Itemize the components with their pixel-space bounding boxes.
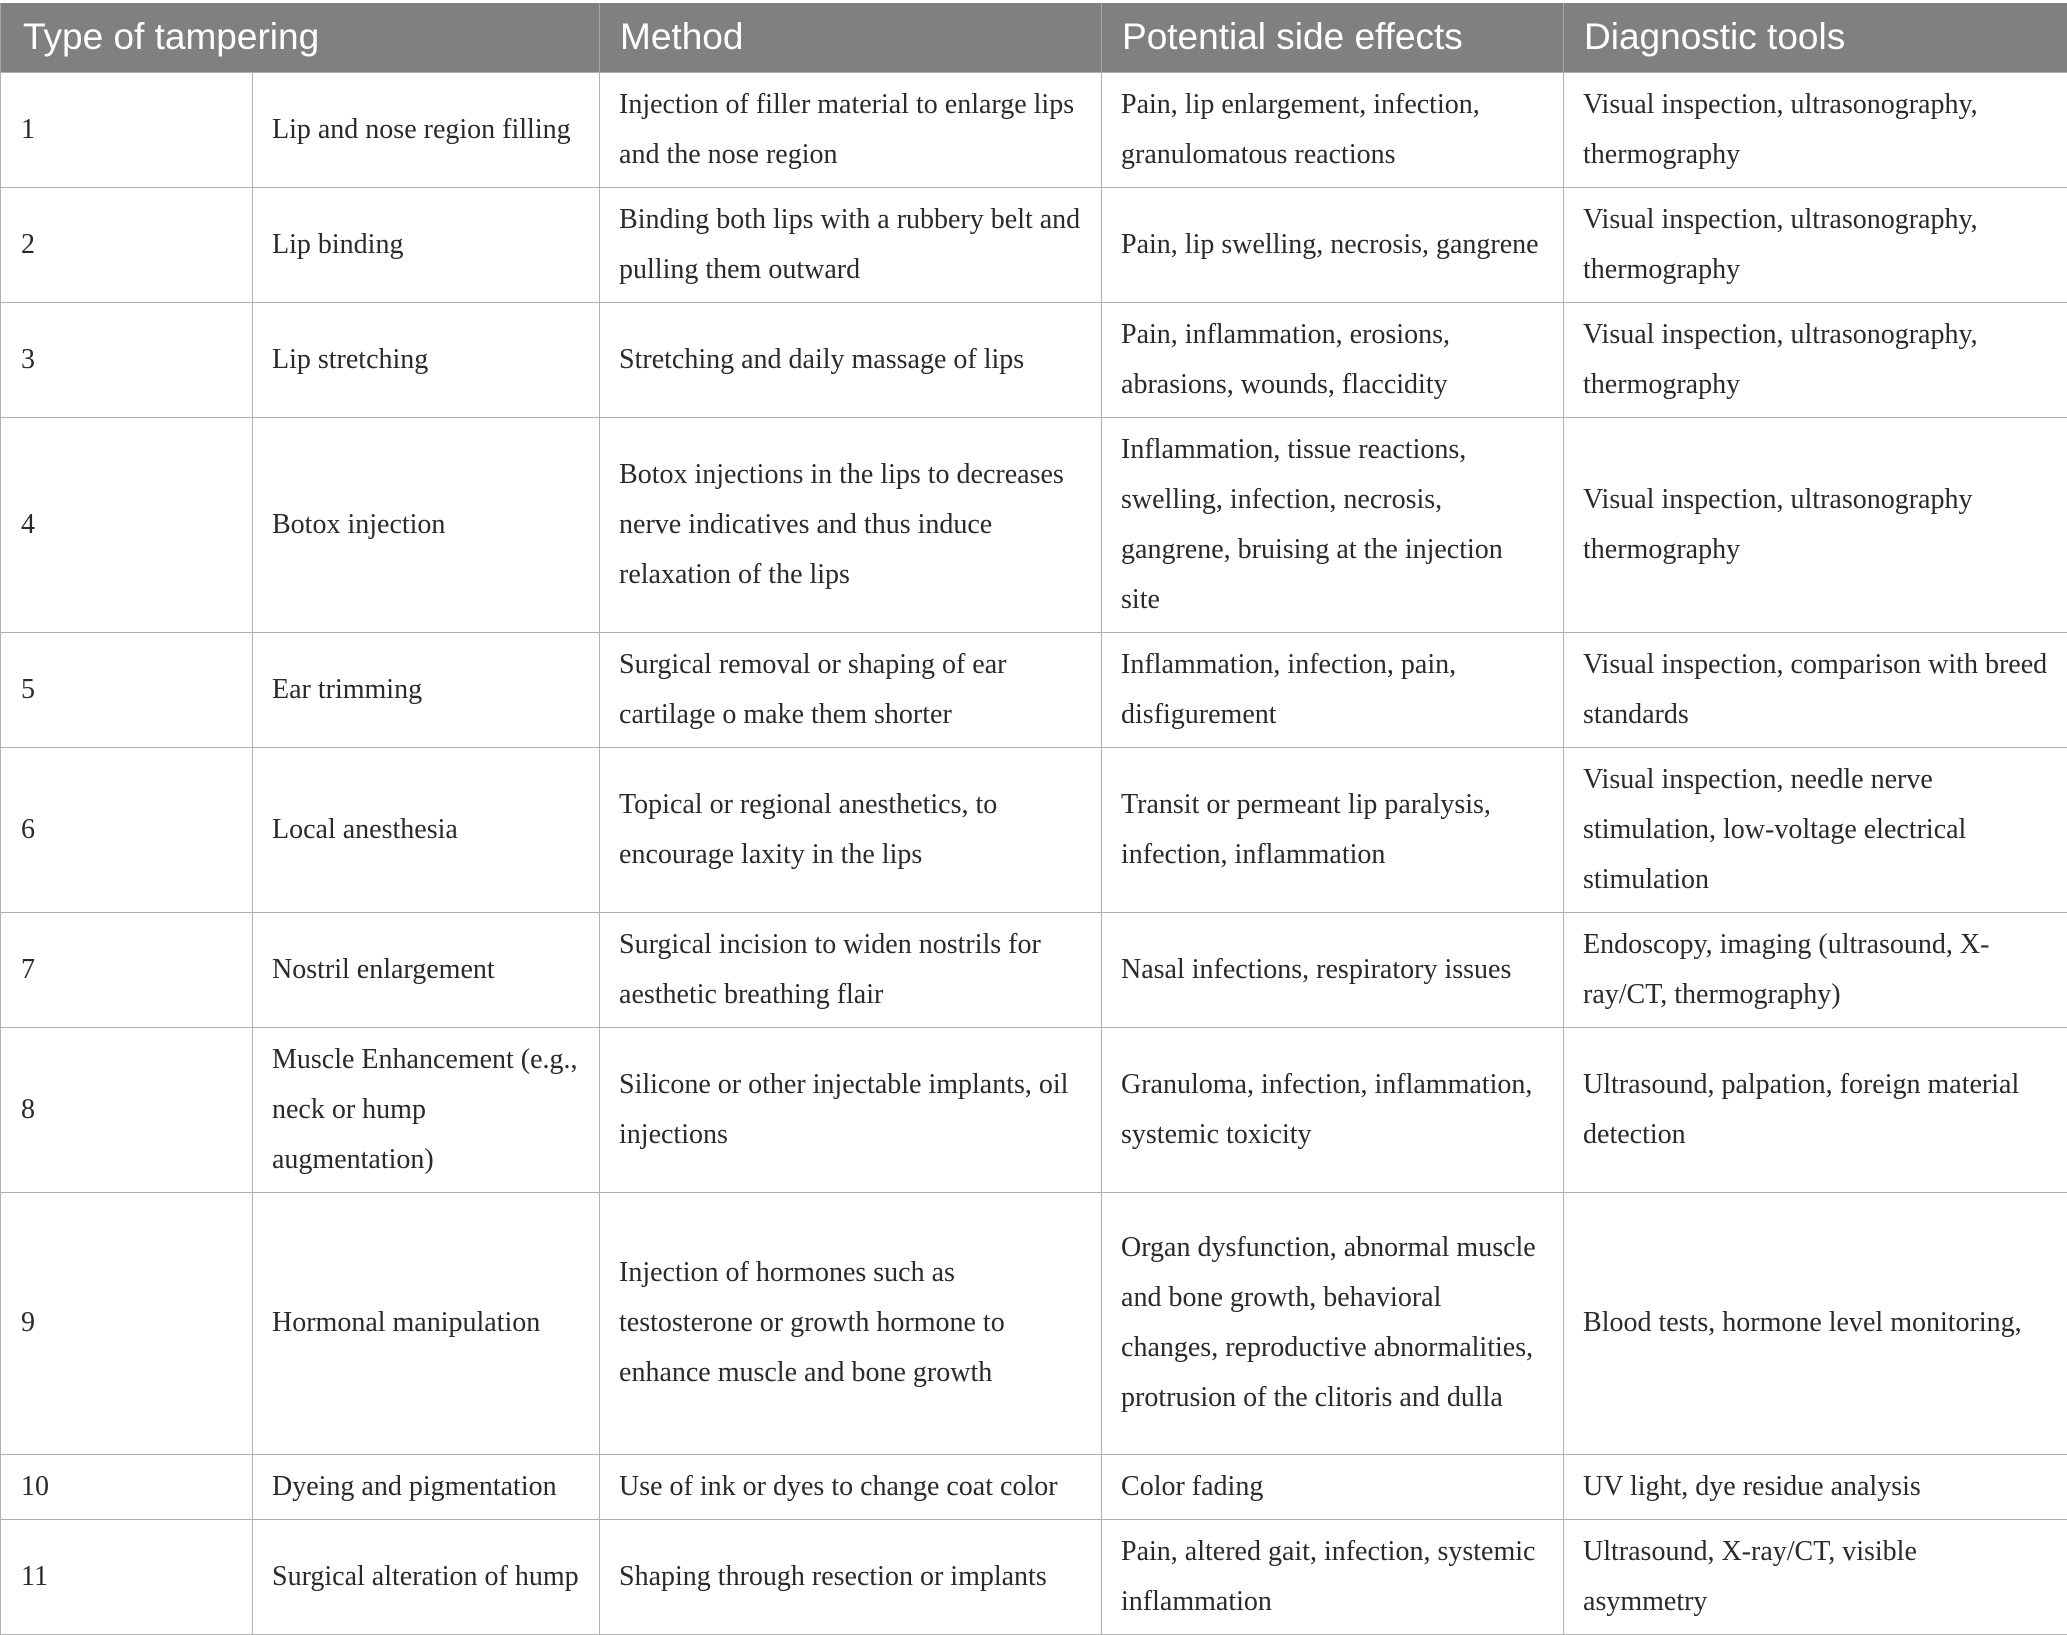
type-cell: Local anesthesia bbox=[253, 747, 600, 912]
row-number: 8 bbox=[1, 1027, 253, 1192]
table-row bbox=[1, 747, 2067, 912]
side-effects-cell: Organ dysfunction, abnormal muscle and bone growth, behavioral changes, reproductive abnormalities, protrusion of the clitoris and dulla bbox=[1102, 1192, 1564, 1454]
header-diagnostic-tools: Diagnostic tools bbox=[1564, 3, 2067, 72]
row-number: 7 bbox=[1, 912, 253, 1027]
side-effects-cell: Pain, altered gait, infection, systemic inflammation bbox=[1102, 1519, 1564, 1634]
row-number: 5 bbox=[1, 632, 253, 747]
row-number: 10 bbox=[1, 1454, 253, 1519]
tampering-table bbox=[0, 3, 2067, 1635]
type-cell: Muscle Enhancement (e.g., neck or hump augmentation) bbox=[253, 1027, 600, 1192]
row-number: 2 bbox=[1, 187, 253, 302]
method-cell: Stretching and daily massage of lips bbox=[600, 302, 1102, 417]
side-effects-cell: Inflammation, infection, pain, disfigurement bbox=[1102, 632, 1564, 747]
diagnostic-cell: Visual inspection, ultrasonography, thermography bbox=[1564, 187, 2067, 302]
diagnostic-cell: UV light, dye residue analysis bbox=[1564, 1454, 2067, 1519]
table-row bbox=[1, 1192, 2067, 1454]
row-number: 11 bbox=[1, 1519, 253, 1634]
table-row bbox=[1, 1027, 2067, 1192]
method-cell: Silicone or other injectable implants, oil injections bbox=[600, 1027, 1102, 1192]
table-row bbox=[1, 72, 2067, 187]
method-cell: Injection of filler material to enlarge lips and the nose region bbox=[600, 72, 1102, 187]
diagnostic-cell: Visual inspection, ultrasonography, thermography bbox=[1564, 302, 2067, 417]
type-cell: Dyeing and pigmentation bbox=[253, 1454, 600, 1519]
method-cell: Use of ink or dyes to change coat color bbox=[600, 1454, 1102, 1519]
method-cell: Surgical removal or shaping of ear cartilage o make them shorter bbox=[600, 632, 1102, 747]
side-effects-cell: Inflammation, tissue reactions, swelling, infection, necrosis, gangrene, bruising at the injection site bbox=[1102, 417, 1564, 632]
diagnostic-cell: Endoscopy, imaging (ultrasound, X-ray/CT, thermography) bbox=[1564, 912, 2067, 1027]
table-row bbox=[1, 1454, 2067, 1519]
type-cell: Nostril enlargement bbox=[253, 912, 600, 1027]
side-effects-cell: Nasal infections, respiratory issues bbox=[1102, 912, 1564, 1027]
table-row bbox=[1, 632, 2067, 747]
side-effects-cell: Color fading bbox=[1102, 1454, 1564, 1519]
type-cell: Lip binding bbox=[253, 187, 600, 302]
method-cell: Botox injections in the lips to decreases nerve indicatives and thus induce relaxation of the lips bbox=[600, 417, 1102, 632]
row-number: 4 bbox=[1, 417, 253, 632]
diagnostic-cell: Ultrasound, palpation, foreign material detection bbox=[1564, 1027, 2067, 1192]
header-type-of-tampering: Type of tampering bbox=[1, 3, 600, 72]
table-row bbox=[1, 1519, 2067, 1634]
diagnostic-cell: Visual inspection, comparison with breed standards bbox=[1564, 632, 2067, 747]
diagnostic-cell: Ultrasound, X-ray/CT, visible asymmetry bbox=[1564, 1519, 2067, 1634]
table-row bbox=[1, 912, 2067, 1027]
method-cell: Binding both lips with a rubbery belt and pulling them outward bbox=[600, 187, 1102, 302]
type-cell: Hormonal manipulation bbox=[253, 1192, 600, 1454]
table-row bbox=[1, 417, 2067, 632]
side-effects-cell: Pain, lip swelling, necrosis, gangrene bbox=[1102, 187, 1564, 302]
table-body bbox=[1, 72, 2067, 1634]
type-cell: Surgical alteration of hump bbox=[253, 1519, 600, 1634]
diagnostic-cell: Visual inspection, ultrasonography, thermography bbox=[1564, 72, 2067, 187]
side-effects-cell: Pain, lip enlargement, infection, granulomatous reactions bbox=[1102, 72, 1564, 187]
table-row bbox=[1, 187, 2067, 302]
header-row bbox=[1, 3, 2067, 72]
type-cell: Lip and nose region filling bbox=[253, 72, 600, 187]
side-effects-cell: Transit or permeant lip paralysis, infection, inflammation bbox=[1102, 747, 1564, 912]
type-cell: Lip stretching bbox=[253, 302, 600, 417]
type-cell: Ear trimming bbox=[253, 632, 600, 747]
method-cell: Topical or regional anesthetics, to encourage laxity in the lips bbox=[600, 747, 1102, 912]
diagnostic-cell: Visual inspection, needle nerve stimulation, low-voltage electrical stimulation bbox=[1564, 747, 2067, 912]
diagnostic-cell: Visual inspection, ultrasonography thermography bbox=[1564, 417, 2067, 632]
side-effects-cell: Pain, inflammation, erosions, abrasions, wounds, flaccidity bbox=[1102, 302, 1564, 417]
method-cell: Injection of hormones such as testosterone or growth hormone to enhance muscle and bone growth bbox=[600, 1192, 1102, 1454]
table-row bbox=[1, 302, 2067, 417]
table-header bbox=[1, 3, 2067, 72]
header-potential-side-effects: Potential side effects bbox=[1102, 3, 1564, 72]
row-number: 6 bbox=[1, 747, 253, 912]
side-effects-cell: Granuloma, infection, inflammation, systemic toxicity bbox=[1102, 1027, 1564, 1192]
row-number: 1 bbox=[1, 72, 253, 187]
method-cell: Surgical incision to widen nostrils for aesthetic breathing flair bbox=[600, 912, 1102, 1027]
row-number: 3 bbox=[1, 302, 253, 417]
diagnostic-cell: Blood tests, hormone level monitoring, bbox=[1564, 1192, 2067, 1454]
header-method: Method bbox=[600, 3, 1102, 72]
method-cell: Shaping through resection or implants bbox=[600, 1519, 1102, 1634]
row-number: 9 bbox=[1, 1192, 253, 1454]
type-cell: Botox injection bbox=[253, 417, 600, 632]
